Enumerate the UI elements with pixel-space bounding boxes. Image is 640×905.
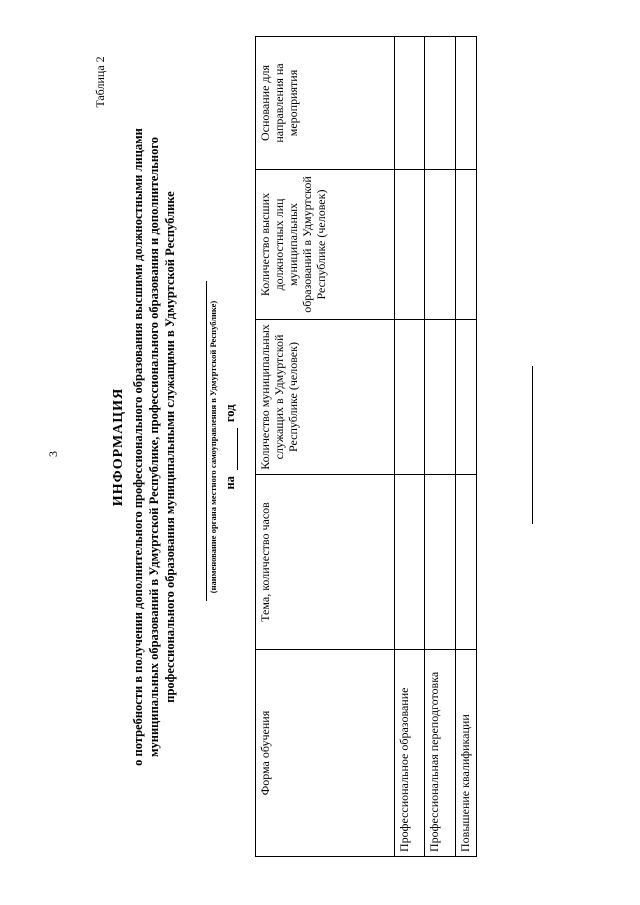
table-cell: [394, 475, 424, 650]
header-basis: Основание для направления на мероприятия: [256, 37, 395, 170]
table-row: [394, 37, 424, 857]
document-sheet: [110, 37, 480, 857]
table-cell: [455, 170, 476, 320]
document-subtitle: [130, 37, 178, 857]
year-prefix: на: [223, 476, 237, 490]
subtitle-line: о потребности в получении дополнительного профессионального образования высшими должностными лицами: [131, 128, 145, 766]
table-cell: [394, 320, 424, 475]
table-cell: [425, 320, 455, 475]
header-topic-hours: Тема, количество часов: [256, 475, 395, 650]
table-cell: [425, 475, 455, 650]
table-cell: [394, 170, 424, 320]
document-title: ИНФОРМАЦИЯ: [111, 387, 126, 507]
row-label: Профессиональное образование: [394, 650, 424, 857]
subtitle-line: муниципальных образований в Удмуртской Республике, профессионального образования и дополнительного: [147, 137, 161, 757]
year-row: [222, 37, 238, 857]
footnote-separator: [532, 366, 533, 524]
row-label: Повышение квалификации: [455, 650, 476, 857]
org-name-underline: [206, 281, 207, 601]
table-cell: [425, 170, 455, 320]
row-label: Профессиональная переподготовка: [425, 650, 455, 857]
table-cell: [455, 320, 476, 475]
org-name-caption: (наименование органа местного самоуправления в Удмуртской Республике): [208, 300, 218, 594]
table-header-row: [256, 37, 395, 857]
header-senior-officials: Количество высших должностных лиц муниципальных образований в Удмуртской Республике (человек): [256, 170, 395, 320]
header-study-form: Форма обучения: [256, 650, 395, 857]
subtitle-line: профессионального образования муниципальными служащими в Удмуртской Республике: [163, 191, 177, 703]
information-table: [255, 36, 477, 857]
year-blank: [225, 428, 238, 470]
table-cell: [455, 475, 476, 650]
page-number: 3: [46, 451, 60, 457]
table-label: Таблица 2: [93, 56, 107, 108]
year-suffix: год: [223, 404, 237, 423]
header-municipal-employees: Количество муниципальных служащих в Удмуртской Республике (человек): [256, 320, 395, 475]
table-cell: [394, 37, 424, 170]
table-cell: [425, 37, 455, 170]
table-row: [455, 37, 476, 857]
table-row: [425, 37, 455, 857]
table-cell: [455, 37, 476, 170]
